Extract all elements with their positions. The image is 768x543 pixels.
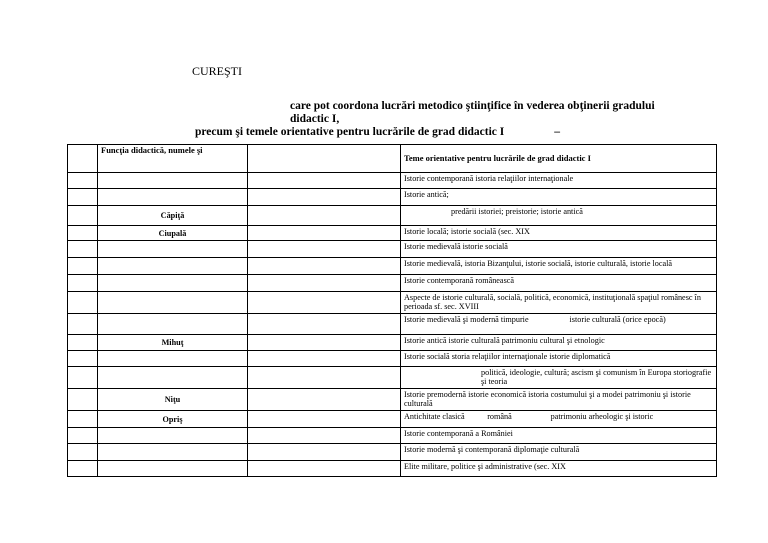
cell-empty xyxy=(248,335,401,351)
cell-index xyxy=(68,189,98,206)
cell-empty xyxy=(248,428,401,444)
cell-topic: Istorie medievală, istoria Bizanţului, istorie socială, istorie culturală, istorie locală xyxy=(401,258,717,275)
cell-index xyxy=(68,351,98,367)
cell-index xyxy=(68,461,98,477)
cell-empty xyxy=(248,206,401,226)
table-row xyxy=(68,444,717,461)
cell-topic: politică, ideologie, cultură; ascism şi comunism în Europa storiografie şi teoria xyxy=(401,367,717,389)
cell-index xyxy=(68,444,98,461)
cell-name xyxy=(98,189,248,206)
cell-index xyxy=(68,226,98,241)
header-cell-empty xyxy=(248,145,401,173)
cell-index xyxy=(68,428,98,444)
table-row xyxy=(68,189,717,206)
cell-topic: Istorie contemporană românească xyxy=(401,275,717,292)
cell-empty xyxy=(248,351,401,367)
document-heading xyxy=(150,100,670,139)
document-city-heading: CUREŞTI xyxy=(192,64,243,78)
heading-line-2-text: precum şi temele orientative pentru lucrările de grad didactic I xyxy=(195,126,505,138)
table-row xyxy=(68,428,717,444)
cell-index xyxy=(68,335,98,351)
cell-name xyxy=(98,314,248,335)
heading-dash: – xyxy=(554,126,561,138)
cell-name xyxy=(98,173,248,189)
cell-empty xyxy=(248,444,401,461)
cell-empty xyxy=(248,314,401,335)
cell-name xyxy=(98,461,248,477)
cell-name xyxy=(98,241,248,258)
table-row xyxy=(68,292,717,314)
cell-name xyxy=(98,367,248,389)
cell-name: Niţu xyxy=(98,389,248,411)
header-cell-index xyxy=(68,145,98,173)
heading-line-2 xyxy=(150,126,670,139)
cell-topic: Istorie modernă şi contemporană diplomaţie culturală xyxy=(401,444,717,461)
table-row xyxy=(68,241,717,258)
cell-topic: Istorie antică istorie culturală patrimoniu cultural şi etnologic xyxy=(401,335,717,351)
table-row xyxy=(68,411,717,428)
coordinators-table xyxy=(67,144,717,477)
cell-topic: Antichitate clasică română patrimoniu arheologic şi istoric xyxy=(401,411,717,428)
header-cell-topic: Teme orientative pentru lucrările de grad didactic I xyxy=(401,145,717,173)
cell-topic: Istorie premodernă istorie economică istoria costumului şi a modei patrimoniu şi istorie culturală xyxy=(401,389,717,411)
cell-empty xyxy=(248,389,401,411)
cell-topic: predării istoriei; preistorie; istorie antică xyxy=(401,206,717,226)
table-row xyxy=(68,226,717,241)
cell-name xyxy=(98,275,248,292)
cell-empty xyxy=(248,461,401,477)
cell-empty xyxy=(248,258,401,275)
table-row xyxy=(68,314,717,335)
cell-topic: Elite militare, politice şi administrative (sec. XIX xyxy=(401,461,717,477)
cell-index xyxy=(68,258,98,275)
heading-line-1: care pot coordona lucrări metodico ştiinţifice în vederea obţinerii gradului didactic I, xyxy=(290,100,655,125)
cell-topic: Istorie contemporană a României xyxy=(401,428,717,444)
cell-index xyxy=(68,292,98,314)
cell-name xyxy=(98,258,248,275)
table-row xyxy=(68,389,717,411)
cell-empty xyxy=(248,173,401,189)
cell-empty xyxy=(248,226,401,241)
cell-topic: Istorie locală; istorie socială (sec. XIX xyxy=(401,226,717,241)
cell-empty xyxy=(248,367,401,389)
cell-index xyxy=(68,173,98,189)
cell-topic: Istorie antică; xyxy=(401,189,717,206)
cell-index xyxy=(68,241,98,258)
cell-index xyxy=(68,275,98,292)
cell-name xyxy=(98,351,248,367)
cell-name xyxy=(98,444,248,461)
cell-index xyxy=(68,206,98,226)
cell-index xyxy=(68,411,98,428)
cell-empty xyxy=(248,411,401,428)
cell-name: Ciupală xyxy=(98,226,248,241)
cell-topic: Istorie socială storia relaţiilor internaţionale istorie diplomatică xyxy=(401,351,717,367)
cell-index xyxy=(68,367,98,389)
table-row xyxy=(68,206,717,226)
cell-empty xyxy=(248,292,401,314)
cell-topic: Aspecte de istorie culturală, socială, politică, economică, instituţională spaţiul românesc în perioada sf. sec. XVIII xyxy=(401,292,717,314)
header-cell-name: Funcţia didactică, numele şi xyxy=(98,145,248,173)
cell-topic: Istorie medievală istorie socială xyxy=(401,241,717,258)
cell-empty xyxy=(248,241,401,258)
cell-name: Opriş xyxy=(98,411,248,428)
cell-name xyxy=(98,428,248,444)
cell-index xyxy=(68,389,98,411)
table-header-row xyxy=(68,145,717,173)
cell-topic: Istorie medievală şi modernă timpurie istorie culturală (orice epocă) xyxy=(401,314,717,335)
table-row xyxy=(68,173,717,189)
table-row xyxy=(68,335,717,351)
cell-index xyxy=(68,314,98,335)
cell-name: Căpiţă xyxy=(98,206,248,226)
table-row xyxy=(68,367,717,389)
table-row xyxy=(68,258,717,275)
cell-empty xyxy=(248,275,401,292)
table-row xyxy=(68,351,717,367)
cell-empty xyxy=(248,189,401,206)
cell-topic: Istorie contemporană istoria relaţiilor internaţionale xyxy=(401,173,717,189)
cell-name xyxy=(98,292,248,314)
cell-name: Mihuţ xyxy=(98,335,248,351)
table-row xyxy=(68,461,717,477)
table-row xyxy=(68,275,717,292)
